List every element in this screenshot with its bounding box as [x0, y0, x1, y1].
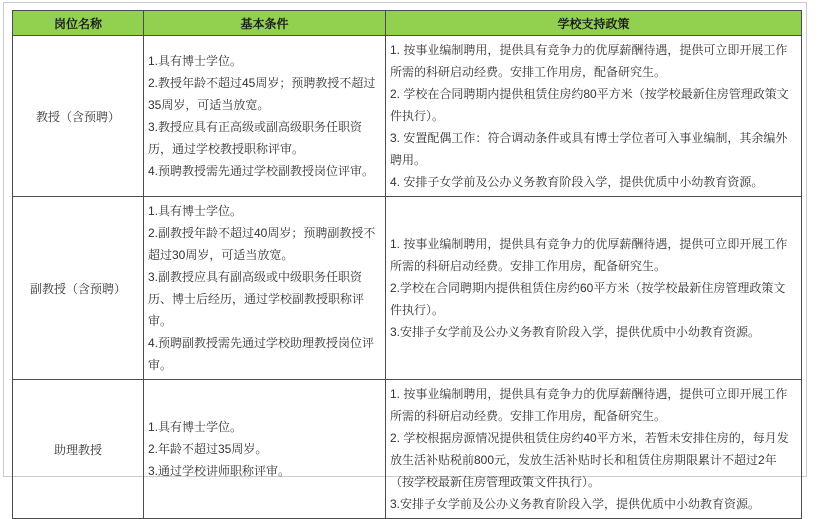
policy-item: 2.学校在合同聘期内提供租赁住房约60平方米（按学校最新住房管理政策文件执行）。 [390, 281, 786, 317]
policies-cell [386, 36, 802, 197]
condition-item: 3.副教授应具有副高级或中级职务任职资历、博士后经历，通过学校副教授职称评审。 [148, 270, 365, 328]
condition-item: 4.预聘教授需先通过学校副教授岗位评审。 [148, 164, 375, 178]
condition-item: 1.具有博士学位。 [148, 204, 243, 218]
content-panel [3, 2, 807, 511]
condition-item: 4.预聘副教授需先通过学校助理教授岗位评审。 [148, 336, 375, 372]
table-row-associate-professor [13, 197, 802, 380]
policy-item: 3. 安置配偶工作：符合调动条件或具有博士学位者可入事业编制，其余编外聘用。 [390, 131, 788, 167]
policy-item: 2. 学校根据房源情况提供租赁住房约40平方米，若暂未安排住房的，每月发放生活补贴税前800元，发放生活补贴时长和租赁住房期限累计不超过2年（按学校最新住房管理政策文件执行）。 [390, 431, 789, 489]
policy-item: 3.安排子女学前及公办义务教育阶段入学，提供优质中小幼教育资源。 [390, 497, 761, 511]
position-cell: 副教授（含预聘） [13, 197, 144, 380]
policies-cell [386, 380, 802, 519]
policy-item: 3.安排子女学前及公办义务教育阶段入学，提供优质中小幼教育资源。 [390, 325, 761, 339]
condition-item: 1.具有博士学位。 [148, 420, 243, 434]
recruitment-table [12, 10, 802, 519]
policies-cell [386, 197, 802, 380]
header-policies: 学校支持政策 [386, 11, 802, 36]
policy-item: 1. 按事业编制聘用，提供具有竞争力的优厚薪酬待遇，提供可立即开展工作所需的科研启动经费。安排工作用房，配备研究生。 [390, 43, 788, 79]
table-row-assistant-professor [13, 380, 802, 519]
policy-item: 2. 学校在合同聘期内提供租赁住房约80平方米（按学校最新住房管理政策文件执行）。 [390, 87, 789, 123]
condition-item: 3.通过学校讲师职称评审。 [148, 464, 291, 478]
position-cell: 教授（含预聘） [13, 36, 144, 197]
header-row [13, 11, 802, 36]
conditions-cell [144, 380, 386, 519]
condition-item: 1.具有博士学位。 [148, 54, 243, 68]
condition-item: 2.教授年龄不超过45周岁；预聘教授不超过35周岁，可适当放宽。 [148, 76, 376, 112]
header-conditions: 基本条件 [144, 11, 386, 36]
header-position: 岗位名称 [13, 11, 144, 36]
policy-item: 1. 按事业编制聘用，提供具有竞争力的优厚薪酬待遇，提供可立即开展工作所需的科研启动经费。安排工作用房，配备研究生。 [390, 237, 788, 273]
position-cell: 助理教授 [13, 380, 144, 519]
condition-item: 3.教授应具有正高级或副高级职务任职资历，通过学校教授职称评审。 [148, 120, 363, 156]
policy-item: 4. 安排子女学前及公办义务教育阶段入学，提供优质中小幼教育资源。 [390, 175, 764, 189]
conditions-cell [144, 36, 386, 197]
table-row-professor [13, 36, 802, 197]
condition-item: 2.年龄不超过35周岁。 [148, 442, 268, 456]
policy-item: 1. 按事业编制聘用，提供具有竞争力的优厚薪酬待遇，提供可立即开展工作所需的科研启动经费。安排工作用房，配备研究生。 [390, 387, 788, 423]
condition-item: 2.副教授年龄不超过40周岁；预聘副教授不超过30周岁，可适当放宽。 [148, 226, 376, 262]
conditions-cell [144, 197, 386, 380]
